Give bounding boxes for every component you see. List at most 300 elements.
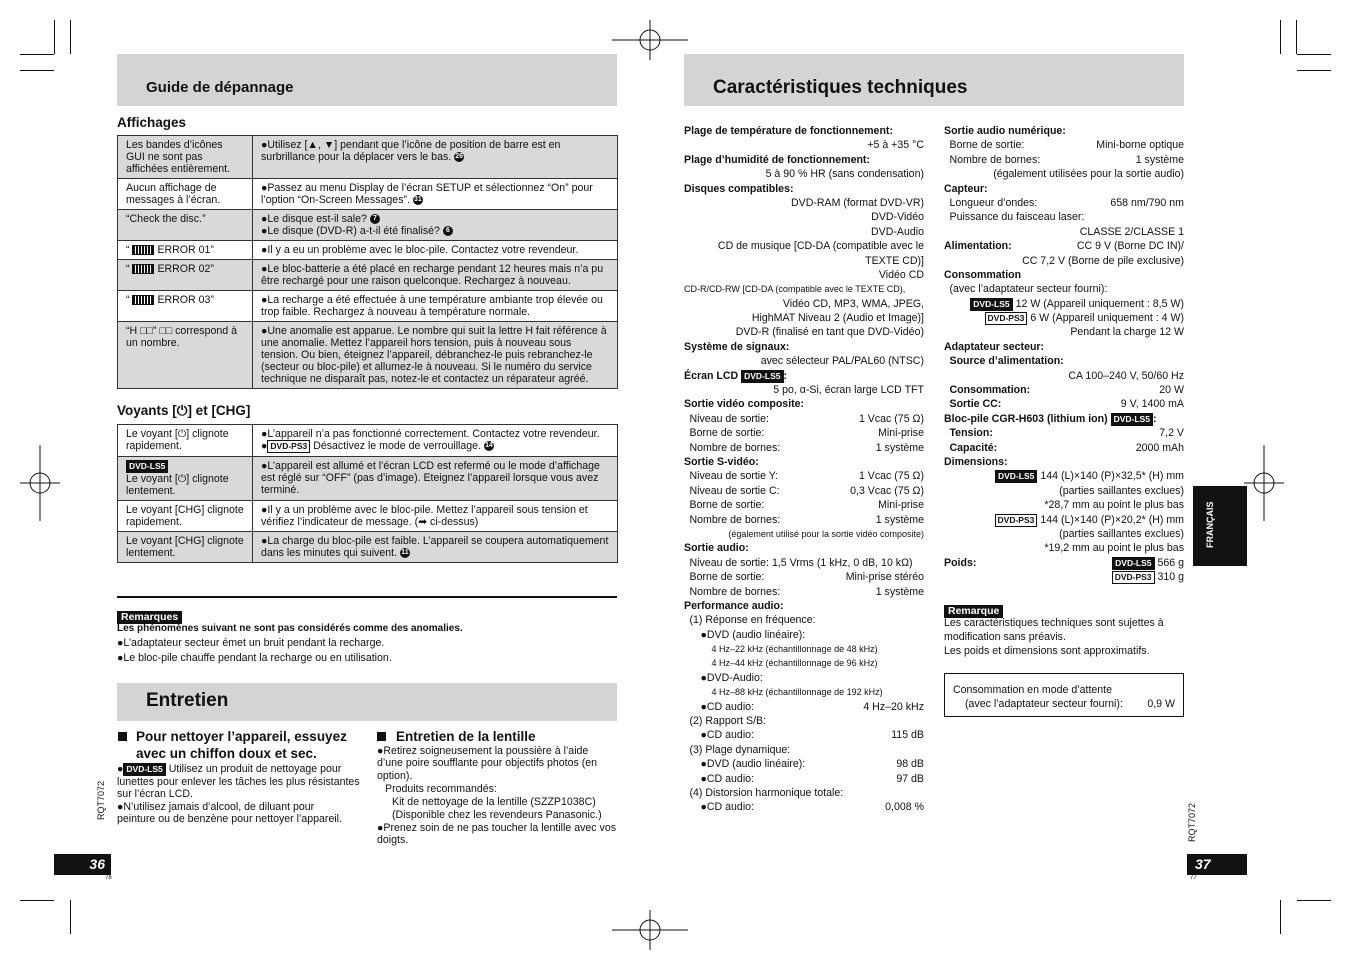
spec-label-wrap	[690, 714, 767, 728]
spec-label: Disques compatibles:	[684, 182, 794, 195]
registration-mark	[20, 445, 60, 521]
spec-label: 4 Hz–44 kHz (échantillonnage de 96 kHz)	[711, 658, 878, 669]
spec-value	[1110, 196, 1184, 210]
subsection-title: Pour nettoyer l’appareil, essuyez	[136, 729, 347, 744]
page-number: 37	[1187, 854, 1247, 875]
spec-label: Borne de sortie:	[689, 499, 765, 512]
spec-label-wrap	[944, 412, 1156, 426]
spec-row	[684, 556, 924, 570]
spec-row	[684, 541, 924, 555]
spec-label-wrap	[950, 282, 1108, 296]
spec-label-wrap	[690, 743, 791, 757]
spec-label-wrap	[690, 484, 780, 498]
box-line: (avec l’adaptateur secteur fourni):	[965, 698, 1123, 710]
spec-label: Nombre de bornes:	[689, 585, 781, 598]
spec-value	[876, 441, 924, 455]
indicator-text: Le voyant [CHG] clignote lentement.	[126, 535, 244, 559]
spec-value	[879, 268, 924, 282]
spec-label-wrap	[684, 541, 749, 555]
spec-label-wrap	[690, 570, 765, 584]
spec-label: ●CD audio:	[700, 729, 755, 742]
spec-label-wrap	[950, 426, 993, 440]
spec-value	[783, 297, 924, 311]
spec-row	[684, 599, 924, 613]
spec-value	[1136, 153, 1184, 167]
spec-value	[1070, 325, 1184, 339]
spec-row	[944, 210, 1184, 224]
spec-row	[684, 513, 924, 527]
spec-label-wrap	[690, 613, 816, 627]
spec-label-wrap	[701, 671, 763, 685]
spec-label-wrap	[690, 412, 770, 426]
spec-label: (1) Réponse en fréquence:	[689, 614, 816, 627]
spec-row	[944, 513, 1184, 527]
spec-value-text: DVD-Audio	[871, 225, 924, 238]
remarques-bold: Les phénomènes suivant ne sont pas considérés comme des anomalies.	[117, 623, 463, 634]
crop-mark	[1297, 54, 1331, 55]
indicator-text: Le voyant [⏻] clignote rapidement.	[126, 428, 229, 452]
spec-label: Sortie CC:	[949, 398, 1002, 411]
remedy-text: ●Passez au menu Display de l’écran SETUP et sélectionnez “On” pour l’option “On-Screen Messages”.	[261, 182, 593, 206]
spec-label: Adaptateur secteur:	[944, 340, 1045, 353]
spec-row	[684, 743, 924, 757]
spec-row	[944, 268, 1184, 282]
spec-label-wrap	[684, 397, 804, 411]
spec-label: Sortie audio:	[684, 542, 749, 555]
spec-label: Plage d’humidité de fonctionnement:	[684, 153, 870, 166]
spec-row	[944, 455, 1184, 469]
remarques-label: Remarques	[117, 607, 182, 625]
spec-value-text: *28,7 mm au point le plus bas	[1044, 499, 1184, 512]
spec-row	[944, 469, 1184, 483]
spec-value-text: 115 dB	[891, 729, 924, 742]
spec-label: 4 Hz–88 kHz (échantillonnage de 192 kHz)	[711, 687, 883, 698]
spec-row	[944, 225, 1184, 239]
spec-value	[761, 354, 924, 368]
table-row	[118, 291, 618, 322]
spec-row	[684, 124, 924, 138]
spec-row	[944, 484, 1184, 498]
spec-label-wrap	[944, 340, 1044, 354]
spec-value-text: DVD-Vidéo	[871, 211, 924, 224]
spec-row	[944, 527, 1184, 541]
remedy-cell	[253, 322, 618, 389]
spec-label-wrap	[944, 182, 988, 196]
spec-row	[944, 325, 1184, 339]
spec-value-text: HighMAT Niveau 2 (Audio et Image)]	[751, 312, 924, 325]
spec-value	[791, 196, 924, 210]
spec-row	[944, 340, 1184, 354]
spec-value-text: CC 9 V (Borne DC IN)/	[1076, 240, 1184, 253]
model-tag: DVD-PS3	[995, 514, 1038, 527]
spec-row	[944, 556, 1184, 570]
affichages-table	[117, 135, 618, 389]
table-row	[118, 425, 618, 457]
spec-row	[944, 412, 1184, 426]
language-tab: FRANÇAIS	[1193, 486, 1247, 566]
crop-mark	[1280, 20, 1281, 54]
page-ref-icon: 11	[401, 549, 409, 557]
symptom-cell	[118, 322, 253, 389]
spec-label-wrap	[690, 513, 781, 527]
spec-label: Système de signaux:	[684, 340, 790, 353]
spec-value	[1080, 225, 1184, 239]
page-ref-icon: 7	[370, 214, 380, 224]
spec-row	[684, 441, 924, 455]
spec-label-wrap	[701, 772, 755, 786]
spec-row	[944, 297, 1184, 311]
model-tag: DVD-LS5	[995, 470, 1037, 483]
small-number: 76	[105, 875, 112, 881]
spec-value	[1059, 484, 1184, 498]
crop-mark	[70, 900, 71, 934]
spec-label: ●DVD-Audio:	[700, 671, 763, 684]
box-line: Consommation en mode d’attente	[953, 684, 1112, 696]
spec-label: Poids:	[944, 556, 977, 569]
spec-value-text: 7,2 V	[1159, 427, 1184, 440]
spec-label-wrap	[701, 628, 806, 642]
spec-row	[684, 412, 924, 426]
spec-label: (avec l’adaptateur secteur fourni):	[949, 283, 1108, 296]
spec-row	[944, 196, 1184, 210]
remedy-text: ●Le disque est-il sale?	[261, 213, 367, 225]
spec-label-wrap	[701, 757, 806, 771]
table-row	[118, 532, 618, 563]
spec-label: Longueur d’ondes:	[949, 196, 1038, 209]
spec-label-wrap	[684, 599, 784, 613]
spec-label-wrap	[690, 426, 765, 440]
spec-value	[1077, 239, 1184, 253]
side-code: RQT7072	[1187, 802, 1197, 842]
spec-value-text: 2000 mAh	[1135, 441, 1184, 454]
spec-label: Borne de sortie:	[689, 571, 765, 584]
spec-label-wrap	[950, 354, 1064, 368]
model-tag: DVD-LS5	[126, 460, 168, 473]
spec-value-text: 5 po, α-Si, écran large LCD TFT	[773, 384, 924, 397]
spec-row	[684, 685, 924, 699]
spec-label: 4 Hz–22 kHz (échantillonnage de 48 kHz)	[711, 644, 878, 655]
spec-row	[684, 182, 924, 196]
indicator-text: Le voyant [CHG] clignote rapidement.	[126, 504, 244, 528]
spec-value-text: TEXTE CD)]	[865, 254, 924, 267]
model-tag: DVD-LS5	[970, 298, 1012, 311]
bullet-square	[118, 732, 127, 741]
symptom-text: Aucun affichage de messages à l’écran.	[126, 182, 221, 206]
spec-label: ●DVD (audio linéaire):	[700, 628, 806, 641]
nettoyer-text: ● DVD-LS5 Utilisez un produit de nettoyage pour lunettes pour enlever les tâches les plus résistantes sur l’écran LCD.	[117, 763, 360, 801]
spec-label-wrap	[701, 700, 755, 714]
spec-label: Bloc-pile CGR-H603 (lithium ion)	[944, 412, 1108, 425]
spec-value	[876, 513, 924, 527]
symptom-cell	[118, 136, 253, 179]
model-tag: DVD-PS3	[1112, 571, 1155, 584]
spec-label-wrap	[684, 369, 787, 383]
table-row	[118, 322, 618, 389]
crop-mark	[20, 900, 54, 901]
spec-label-wrap	[684, 182, 794, 196]
spec-label-wrap	[690, 498, 765, 512]
lentille-text: Kit de nettoyage de la lentille (SZZP1038C)	[392, 796, 596, 808]
spec-colon: :	[1152, 412, 1157, 425]
subsection-title: avec un chiffon doux et sec.	[136, 746, 317, 761]
spec-value-text: 0,008 %	[885, 801, 924, 814]
spec-row	[684, 167, 924, 181]
spec-label: Niveau de sortie: 1,5 Vrms (1 kHz, 0 dB, 10 kΩ)	[689, 556, 913, 569]
spec-row	[684, 340, 924, 354]
spec-value	[1121, 397, 1184, 411]
spec-value	[1159, 383, 1184, 397]
page-number: 36	[54, 854, 111, 875]
remedy-text: ●L’appareil n’a pas fonctionné correctement. Contactez votre revendeur.	[261, 428, 600, 440]
spec-row	[684, 628, 924, 642]
spec-row	[684, 426, 924, 440]
table-row	[118, 210, 618, 241]
crop-mark	[70, 20, 71, 54]
table-row	[118, 260, 618, 291]
spec-row	[684, 196, 924, 210]
spec-label-wrap	[690, 441, 781, 455]
spec-label: Nombre de bornes:	[949, 153, 1041, 166]
spec-value	[1112, 570, 1184, 584]
spec-row	[944, 167, 1184, 181]
page-ref-icon: 14	[485, 442, 493, 450]
spec-row	[944, 369, 1184, 383]
spec-label: Nombre de bornes:	[689, 513, 781, 526]
spec-label-wrap	[690, 556, 913, 570]
symptom-text: Les bandes d’icônes GUI ne sont pas affichées entièrement.	[126, 139, 231, 175]
spec-row	[944, 311, 1184, 325]
crop-mark	[20, 54, 54, 55]
spec-value	[1159, 426, 1184, 440]
spec-value-text: CLASSE 2/CLASSE 1	[1079, 225, 1184, 238]
remedy-text: ●Le bloc-batterie a été placé en recharge pendant 12 heures mais n’a pu être rechargé pour une raison quelconque. Rechargez à nouveau.	[261, 263, 604, 287]
spec-label: ●CD audio:	[700, 772, 755, 785]
remarque-line: Les caractéristiques techniques sont sujettes à	[944, 617, 1164, 629]
spec-column-1	[684, 124, 924, 815]
nettoyer-text: ●N’utilisez jamais d’alcool, de diluant pour peinture ou de benzène pour nettoyer l’appareil.	[117, 801, 342, 826]
spec-row	[684, 239, 924, 253]
spec-row	[684, 498, 924, 512]
spec-value-text: CA 100–240 V, 50/60 Hz	[1068, 369, 1184, 382]
spec-value-text: Mini-prise	[878, 427, 924, 440]
spec-label: ●CD audio:	[700, 700, 755, 713]
spec-row	[684, 297, 924, 311]
spec-label-wrap	[690, 469, 779, 483]
spec-row	[684, 613, 924, 627]
spec-row	[684, 527, 924, 541]
spec-value	[995, 469, 1184, 483]
spec-value	[1044, 541, 1184, 555]
spec-value	[885, 800, 924, 814]
table-row	[118, 457, 618, 501]
subsection-title: Entretien de la lentille	[396, 729, 536, 744]
spec-label: Plage de température de fonctionnement:	[684, 125, 893, 137]
remedy-text: ●Il y a un problème avec le bloc-pile. Mettez l’appareil sous tension et vérifiez l’indicateur de message. (➡ ci-dessus)	[261, 504, 588, 528]
spec-label: Niveau de sortie:	[689, 412, 769, 425]
symptom-cell: “ ERROR 03”	[118, 291, 253, 322]
spec-row	[944, 182, 1184, 196]
spec-row	[684, 397, 924, 411]
spec-value-text: CD de musique [CD-DA (compatible avec le	[717, 240, 924, 253]
spec-label: Alimentation:	[944, 240, 1012, 253]
standby-box	[944, 673, 1184, 717]
spec-value-text: 12 W (Appareil uniquement : 8,5 W)	[1015, 297, 1184, 310]
remedy-cell	[253, 260, 618, 291]
table-row	[118, 241, 618, 260]
spec-label: Borne de sortie:	[949, 139, 1025, 152]
spec-value	[1096, 138, 1184, 152]
page-title: Caractéristiques techniques	[713, 77, 968, 98]
spec-value-text: 1 système	[875, 585, 924, 598]
spec-row	[944, 124, 1184, 138]
spec-label: Écran LCD	[684, 369, 739, 382]
spec-value	[970, 297, 1184, 311]
crop-mark	[1296, 20, 1297, 54]
spec-value-text: Vidéo CD	[878, 268, 924, 281]
remedy-text: ●La charge du bloc-pile est faible. L’appareil se coupera automatiquement dans les minutes qui suivent.	[261, 535, 609, 559]
spec-value	[846, 570, 924, 584]
spec-label-wrap	[944, 124, 1066, 138]
box-value: 0,9 W	[1147, 698, 1175, 710]
spec-label: ●CD audio:	[700, 801, 755, 814]
crop-mark	[1280, 900, 1281, 934]
remedy-text: ●Utilisez [▲, ▼] pendant que l’icône de position de barre est en surbrillance pour la déplacer vers le bas.	[261, 139, 561, 163]
spec-value	[1044, 498, 1184, 512]
spec-value	[995, 513, 1184, 527]
remarque-label: Remarque	[944, 601, 1003, 619]
spec-row	[944, 383, 1184, 397]
spec-row	[684, 786, 924, 800]
spec-value-text: 98 dB	[896, 758, 924, 771]
spec-row	[684, 757, 924, 771]
spec-row	[684, 254, 924, 268]
model-tag: DVD-LS5	[741, 370, 783, 383]
spec-value-text: 144 (L)×140 (P)×20,2* (H) mm	[1040, 513, 1184, 526]
spec-label: CD-R/CD-RW [CD-DA (compatible avec le TEXTE CD),	[684, 284, 906, 295]
spec-value	[766, 167, 924, 181]
spec-row	[684, 700, 924, 714]
spec-label-wrap	[684, 153, 870, 167]
remedy-text: ●Il y a eu un problème avec le bloc-pile. Contactez votre revendeur.	[261, 244, 579, 256]
symptom-text: “Check the disc.”	[126, 213, 206, 225]
spec-label-wrap	[944, 556, 976, 570]
spec-label: Niveau de sortie C:	[689, 484, 780, 497]
spec-value	[896, 757, 924, 771]
spec-row	[944, 397, 1184, 411]
spec-row	[944, 254, 1184, 268]
spec-row	[684, 585, 924, 599]
crop-mark	[1297, 70, 1331, 71]
spec-row	[684, 325, 924, 339]
spec-value	[1136, 441, 1184, 455]
spec-row	[684, 210, 924, 224]
spec-value	[1112, 556, 1184, 570]
spec-value	[865, 254, 924, 268]
spec-label-wrap	[684, 455, 759, 469]
registration-mark	[612, 20, 688, 60]
lentille-text: ●Retirez soigneusement la poussière à l’aide d’une poire soufflante pour objectifs photos (en option).	[377, 745, 598, 782]
spec-value	[718, 239, 924, 253]
spec-value-text: 1 système	[1135, 153, 1184, 166]
spec-value-text: 4 Hz–20 kHz	[863, 700, 924, 713]
spec-value-text: CC 7,2 V (Borne de pile exclusive)	[1022, 254, 1184, 267]
spec-value-text: (parties saillantes exclues)	[1059, 484, 1184, 497]
spec-label: Dimensions:	[944, 455, 1008, 468]
symptom-text: “H □□” □□ correspond à un nombre.	[126, 325, 237, 349]
spec-value-text: *19,2 mm au point le plus bas	[1044, 542, 1184, 555]
crop-mark	[1297, 900, 1331, 901]
spec-label-wrap	[712, 656, 878, 670]
indicator-text: Le voyant [⏻] clignote lentement.	[126, 473, 229, 497]
spec-row	[684, 455, 924, 469]
spec-value-text: 97 dB	[896, 772, 924, 785]
spec-row	[944, 541, 1184, 555]
small-number: 77	[1190, 875, 1197, 881]
spec-label: Niveau de sortie Y:	[689, 470, 779, 483]
remedy-text: ●La recharge a été effectuée à une température ambiante trop élevée ou trop faible. Rechargez à nouveau à température normale.	[261, 294, 603, 318]
remarque-line: Les poids et dimensions sont approximatifs.	[944, 645, 1150, 657]
symptom-text: ERROR 02”	[157, 263, 214, 275]
spec-label-wrap	[690, 585, 781, 599]
spec-label: Borne de sortie:	[689, 427, 765, 440]
remarques-item: ●L’adaptateur secteur émet un bruit pendant la recharge.	[117, 637, 385, 649]
spec-label-wrap	[684, 282, 905, 296]
table-row	[118, 501, 618, 532]
spec-row	[684, 728, 924, 742]
spec-value	[863, 700, 924, 714]
spec-row	[684, 671, 924, 685]
model-tag: DVD-LS5	[1112, 557, 1154, 570]
remedy-text: Désactivez le mode de verrouillage.	[313, 440, 482, 452]
spec-label-wrap	[944, 268, 1021, 282]
spec-value-text: 310 g	[1157, 571, 1184, 584]
spec-value-text: avec sélecteur PAL/PAL60 (NTSC)	[760, 355, 924, 368]
spec-value-text: 566 g	[1157, 556, 1184, 569]
spec-label-wrap	[944, 239, 1012, 253]
spec-label: (4) Distorsion harmonique totale:	[689, 786, 844, 799]
spec-row	[944, 354, 1184, 368]
symptom-cell: “ ERROR 01”	[118, 241, 253, 260]
spec-value	[773, 383, 924, 397]
bullet-square	[377, 732, 386, 741]
spec-label-wrap	[950, 397, 1002, 411]
spec-value	[1059, 527, 1184, 541]
spec-value-text: 658 nm/790 nm	[1110, 196, 1184, 209]
spec-row	[944, 426, 1184, 440]
spec-row	[684, 369, 924, 383]
spec-value	[871, 210, 924, 224]
spec-value-text: DVD-R (finalisé en tant que DVD-Vidéo)	[735, 326, 924, 339]
spec-label-wrap	[950, 210, 1085, 224]
spec-row	[684, 800, 924, 814]
spec-row	[684, 138, 924, 152]
spec-value-text: 1 système	[875, 441, 924, 454]
remedy-cell	[253, 136, 618, 179]
remedy-cell	[253, 501, 618, 532]
spec-value-text: 1 Vcac (75 Ω)	[858, 470, 924, 483]
spec-label-wrap	[684, 124, 893, 138]
registration-mark	[1244, 445, 1284, 521]
voyants-table	[117, 424, 618, 563]
spec-row	[684, 484, 924, 498]
spec-label: Capacité:	[949, 441, 998, 454]
spec-label: Tension:	[949, 427, 993, 440]
spec-value-text: Mini-prise	[878, 499, 924, 512]
spec-column-2	[944, 124, 1184, 585]
indicator-cell	[118, 532, 253, 563]
symptom-text: ERROR 03”	[157, 294, 214, 306]
symptom-cell	[118, 210, 253, 241]
